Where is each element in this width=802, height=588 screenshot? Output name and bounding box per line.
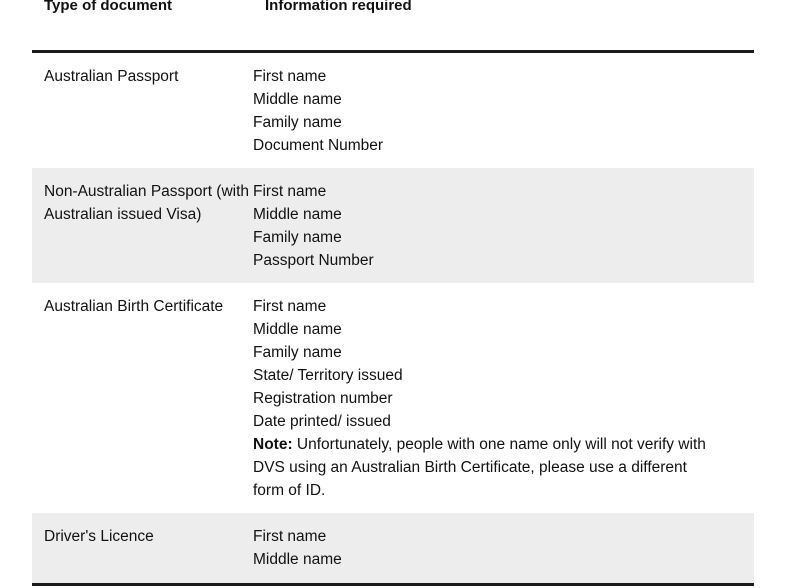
table-row	[32, 168, 754, 283]
field-item: Family name	[253, 114, 342, 131]
field-item: First name	[253, 68, 327, 85]
table-row	[32, 283, 754, 513]
field-item: Middle name	[253, 91, 342, 108]
header-information-required: Information required	[265, 0, 412, 14]
document-type-cell: Australian Birth Certificate	[44, 298, 224, 315]
field-item: First name	[253, 183, 327, 200]
field-item: Document Number	[253, 137, 384, 154]
document-type-cell: Non-Australian Passport (with Australian issued Visa)	[44, 183, 250, 223]
field-item: Middle name	[253, 551, 342, 568]
information-cell	[253, 180, 718, 274]
information-cell	[253, 295, 718, 504]
field-item: Passport Number	[253, 252, 374, 269]
information-cell	[253, 525, 718, 574]
field-item: Middle name	[253, 206, 342, 223]
field-item: Date printed/ issued	[253, 413, 391, 430]
document-type-cell: Driver's Licence	[44, 528, 154, 545]
field-item: Registration number	[253, 390, 393, 407]
field-item: State/ Territory issued	[253, 367, 403, 384]
field-item: Family name	[253, 344, 342, 361]
field-item: Middle name	[253, 321, 342, 338]
table-header	[32, 0, 754, 53]
information-cell	[253, 65, 718, 159]
birth-certificate-note	[253, 433, 718, 502]
field-item: First name	[253, 298, 327, 315]
field-item: Family name	[253, 229, 342, 246]
document-type-cell: Australian Passport	[44, 68, 179, 85]
table-row	[32, 53, 754, 168]
note-text: Unfortunately, people with one name only will not verify with DVS using an Australian Birth Certificate, please use a different form of ID.	[253, 436, 706, 499]
note-label: Note:	[253, 436, 293, 453]
field-item: First name	[253, 528, 327, 545]
header-type-of-document: Type of document	[44, 0, 173, 14]
id-documents-table	[32, 0, 754, 586]
table-row	[32, 513, 754, 586]
